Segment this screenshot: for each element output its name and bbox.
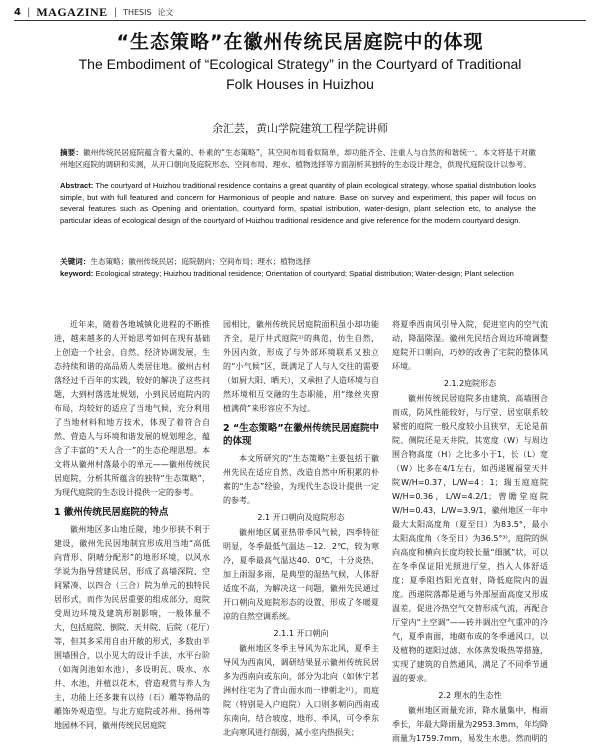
column-1 <box>54 318 210 730</box>
section-en: THESIS <box>123 7 152 17</box>
title-english-line-1: The Embodiment of “Ecological Strategy” in the Courtyard of Traditional <box>78 56 522 72</box>
subsection-2-1-1-paragraph: 徽州地区冬季主导风为东北风，夏季主导风为西南风，调研结果显示徽州传统民居多为西南向或东向，部分为北向（如休宁茗洲村往宅为了背山面水而一律朝北²⁾），而庭院（特别是入户庭院）入口则多朝向西南或东南向，结合坡度、地形、季风，可令季东北向寒风进行削弱，减小室内热损失； <box>223 644 379 737</box>
section-1-paragraph: 徽州地区多山地丘陵，地少形狭不利于建设，徽州先民因地制宜形成用当地“高低向背形、阴晴分配形”的地形环境，以风水学说为指导营建民居，形成了高墙深院、空间紧凑、以四合（三合）院为单元的独特民居形式，而作为民居重要的组成部分，庭院受周边环境及建筑形制影响，一般体量不大，包括庭院、倒院、天井院、后院（花厅）等，但其多采用自由开敞的形式，多数由半围墙围合，以小见大的设计手法，水平台阶（如淘剑池如水池），多设明瓦、吸水、水井、水池，并植以花木，营造观赏与养人为主，功能上还多兼有以待（石）雕等物品的雕饰外观造型。与北方庭院或苏州、扬州等地园林不同，徽州传统民居庭院 <box>54 525 210 730</box>
header-separator: | <box>26 6 31 18</box>
subsection-2-1-2-paragraph: 徽州传统民居庭院多由建筑、高墙围合而成，防风性能较好，与厅堂、居室联系较紧密的庭院一般尺度较小且狭窄，无论是前院、侧院还是天井院，其宽度（W）与周边围合物高度（H）之比多小于1，长（L）宽（W）比多在4/1左右，如西递履福堂天井院W/H=0.37，L/W=4：1；瑞玉庭庭院W/H=0.36，L/W=4.2/1；曾瞻堂庭院W/H=0.43，L/W=3.9/1，徽州地区一年中最大太阳高度角（夏至日）为83.5°，最小太阳高度角（冬至日）为36.5°³⁾，庭院的纵向高度和横向长度均较长量“细腻”状，可以在冬季保证阳光照进厅堂，挡入人体舒适度；夏季阻挡阳光直射，降低庭院内的温度。西递院落都是通与外部屋面高度又形成温差，促进冷热空气交替形成气流，再配合厅堂内“土空调”——砖井调出空气重冲的冷气，夏季南面，地砌布成的冬季通风口，以及植物的遮阳过滤、水体蒸发吸热等措施，实现了建筑的自然通风，满足了不同季节通温的要求。 <box>392 394 548 683</box>
header-separator-2: | <box>113 6 118 18</box>
title-chinese: “生态策略”在徽州传统民居庭院中的体现 <box>116 31 484 53</box>
magazine-name: MAGAZINE <box>36 4 108 19</box>
intro-paragraph: 近年来，随着各地城镇化进程的不断推进，越来越多的人开始思考如何在现有基础上创造一个社会、自然、经济协调发展，生态持续和谐的高品质人类居住地。徽州古村落经过千百年的实践，较好的解决了这些问题，大到村落选址规划，小到民居庭院内的布局，均较好的适应了当地气候，充分利用了当地材料和地方技术，体现了着符合自然、营造人与环境和谐发展的规划理念，蕴含了丰富的“天人合一”的生态伦理思想。本文将从徽州村落最小的单元——徽州传统民居庭院，分析其所蕴含的独特“生态策略”，为现代庭院的生态设计提供一定的参考。 <box>54 320 210 497</box>
author-line: 余汇芸，黄山学院建筑工程学院讲师 <box>212 122 388 135</box>
body-columns <box>54 318 548 743</box>
keywords-english <box>60 268 536 280</box>
page-number: 4 <box>14 6 21 18</box>
subsection-heading-2-1-2: 2.1.2庭院形态 <box>443 379 497 388</box>
subsection-heading-2-1-1: 2.1.1 开口朝向 <box>273 629 329 638</box>
subsection-heading-2-1: 2.1 开口朝向及庭院形态 <box>257 513 345 522</box>
keywords-cn-label: 关键词： <box>60 257 91 266</box>
abstract-en-text: The courtyard of Huizhou traditional residence contains a great quantity of plain ecological strategy, whose spatial distribution looks simple, but with full featured and concern for Harmonious of people and nature. Base on survey and experiment, this paper will focus on several features such as Opening and orientation, courtyard form, spatial istribution, water-design, plant selection etc, to analyse the particular ideas of ecological design of the courtyard of Huizhou traditional residence and give reference for the modern courtyard design. <box>60 181 536 225</box>
column-2 <box>223 318 379 737</box>
abstract-en-label: Abstract: <box>60 181 94 190</box>
keywords-en-text: Ecological strategy; Huizhou traditional residence; Orientation of courtyard; Spatial distribution; Water-design; Plant selection <box>95 269 514 278</box>
title-english <box>40 54 560 94</box>
abstract-cn-label: 摘要： <box>60 148 84 157</box>
abstract-english <box>60 180 536 226</box>
section-2-paragraph: 本文所研究的“生态策略”主要包括于徽州先民在适应自然、改造自然中所积累的朴素的“生态”经验，为现代生态设计提供一定的参考。 <box>223 454 379 505</box>
col2-paragraph-1: 园相比，徽州传统民居庭院面积虽小却功能齐全，是厅井式庭院¹⁾的典范，仿生自然，外因内敛，形成了与外部环境联系又独立的“小气候”区，既满足了人与人交往的需要（如厨大阳、晒天），又承担了人造环境与自然环境相互交融的生态职能，用“缘丝夹窗植满荷”来形容应不为过。 <box>223 320 379 413</box>
header-rule <box>14 20 586 21</box>
running-header <box>14 4 174 20</box>
section-heading-1: 1 徽州传统民居庭院的特点 <box>54 507 169 518</box>
col3-paragraph-1: 将夏季西南风引导入院，促进室内的空气流动，降温除湿。徽州先民结合周边环境调整庭院开口朝向，巧妙的改善了宅院的整体风环境。 <box>392 320 548 371</box>
subsection-2-2-paragraph: 徽州地区雨量充沛，降水量集中，梅雨季长，年最大降雨量为2953.3mm，年均降雨量为1759.7mm，易发生水患。然而明的 <box>392 706 548 743</box>
title-english-line-2: Folk Houses in Huizhou <box>226 76 374 92</box>
abstract-cn-text: 徽州传统民居庭院蕴含着大量的、朴素的“生态策略”，其空间布局看似简单，却功能齐全、注重人与自然的和谐统一。本文将基于对徽州地区庭院的调研和实测，从开口朝向及庭院形态、空间布局、理水、植物选择等方面剖析其独特的生态设计理念，供现代庭院设计以参考。 <box>60 148 536 169</box>
abstract-chinese <box>60 147 536 170</box>
subsection-heading-2-2: 2.2 理水的生态性 <box>438 691 502 700</box>
section-cn: 论文 <box>157 7 174 17</box>
keywords-cn-text: 生态策略；徽州传统民居；庭院朝向；空间布局；理水；植物选择 <box>90 257 311 266</box>
column-3 <box>392 318 548 743</box>
keywords-en-label: keyword: <box>60 269 94 278</box>
keywords-chinese <box>60 256 536 268</box>
subsection-2-1-paragraph: 徽州地区属亚热带季风气候，四季特征明显，冬季最低气温达－12．2℃，较为寒冷，夏季最高气温达40．0℃，十分炎热，加上雨湿多雨，是典型的湿热气候，人体舒适度不高，为解决这一问题，徽州先民通过开口朝向及庭院形态的设置，形成了冬暖夏凉的自然空调系统。 <box>223 528 379 621</box>
section-heading-2: 2 “生态策略”在徽州传统民居庭院中的体现 <box>223 423 379 447</box>
